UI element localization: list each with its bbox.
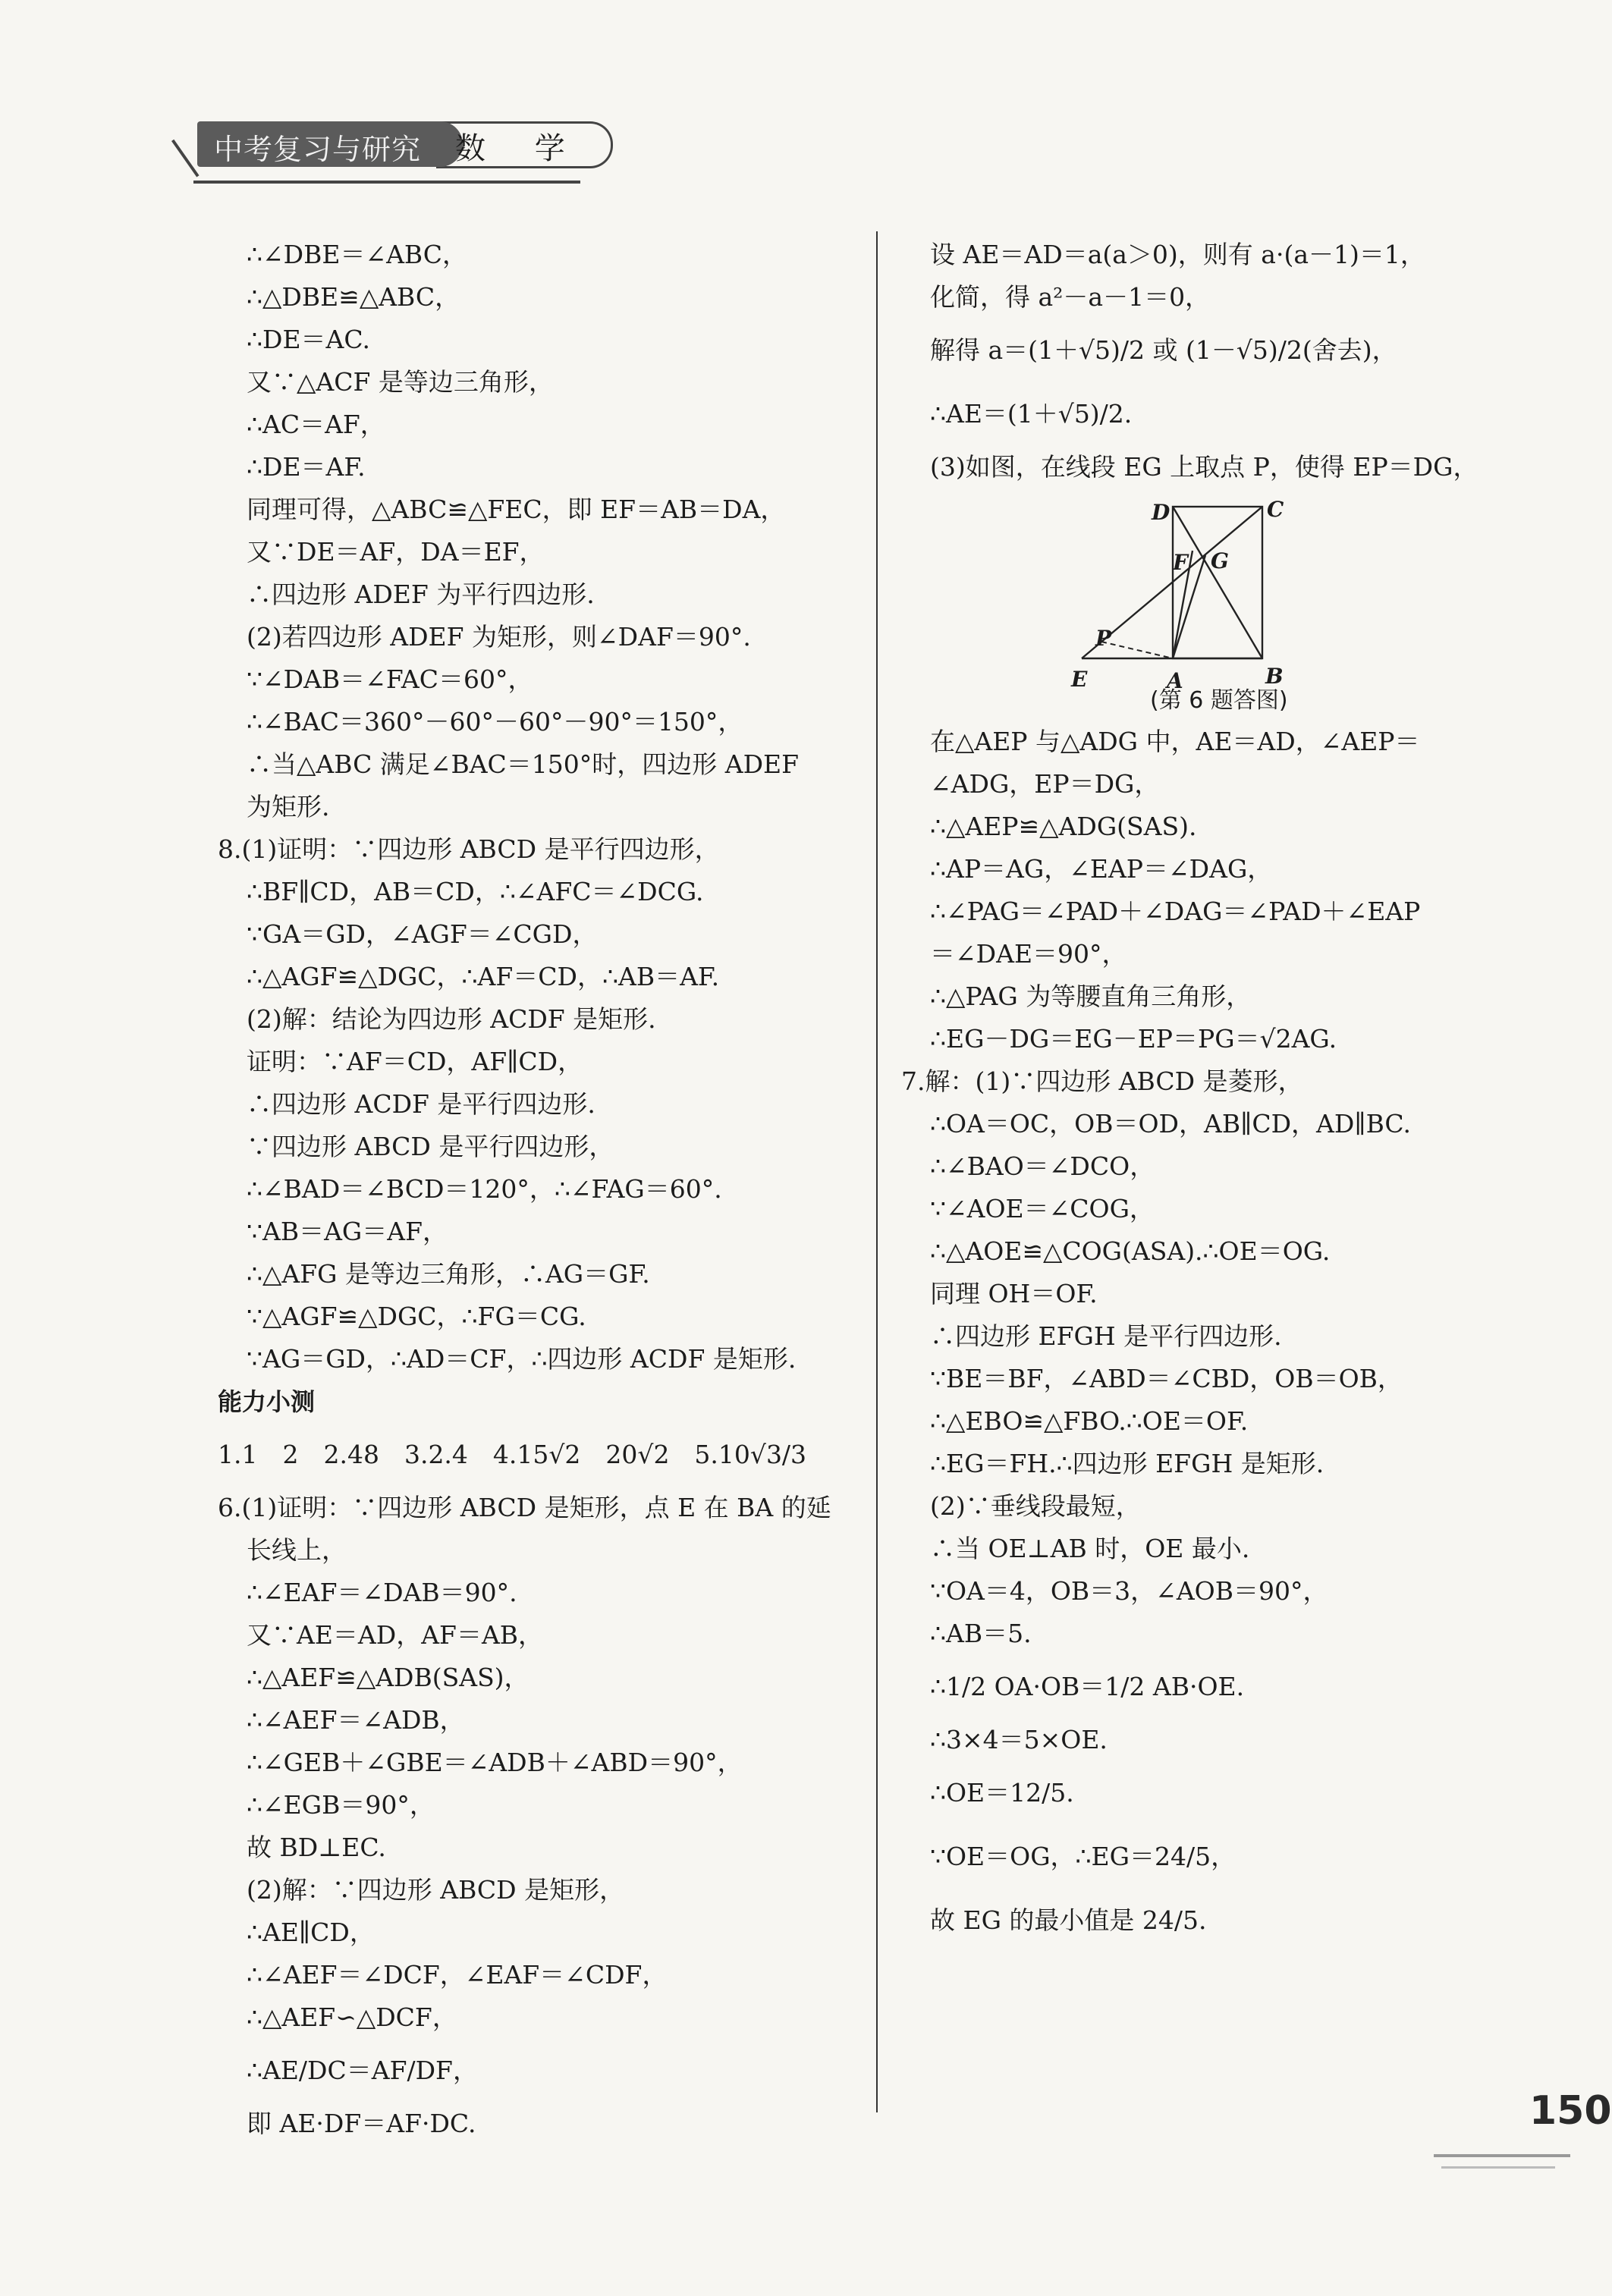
text-line: ∴四边形 ADEF 为平行四边形. (247, 579, 595, 609)
text-line: ∴OA＝OC，OB＝OD，AB∥CD，AD∥BC. (930, 1109, 1411, 1139)
text-line: ∴DE＝AC. (247, 325, 370, 354)
text-line: ∴OE＝12/5. (930, 1778, 1074, 1808)
text-line: ∵四边形 ABCD 是平行四边形， (247, 1132, 614, 1161)
text-line: 长线上， (247, 1535, 347, 1565)
text-line: ∴∠DBE＝∠ABC， (247, 240, 468, 269)
header-subject: 数 学 (455, 131, 585, 166)
text-line: ∴∠BAC＝360°－60°－60°－90°＝150°， (247, 707, 743, 737)
text-line: ∴四边形 ACDF 是平行四边形. (247, 1089, 595, 1119)
left-column (218, 234, 876, 2145)
text-line: (2)解：∵四边形 ABCD 是矩形， (247, 1875, 625, 1905)
text-line: ∴∠AEF＝∠DCF，∠EAF＝∠CDF， (247, 1960, 668, 1990)
text-line: (2)解：结论为四边形 ACDF 是矩形. (247, 1004, 656, 1034)
text-line: (2)∵垂线段最短， (930, 1491, 1141, 1521)
text-line: ∴四边形 EFGH 是平行四边形. (930, 1321, 1282, 1351)
text-line: ∴∠BAO＝∠DCO， (930, 1151, 1155, 1181)
text-line: 同理 OH＝OF. (930, 1279, 1098, 1308)
short-answers: 1.1 2 2.48 3.2.4 4.15√2 20√2 5.10√3/3 (218, 1440, 807, 1469)
text-line: 即 AE·DF＝AF·DC. (247, 2109, 476, 2138)
text-line: ∵∠AOE＝∠COG， (930, 1194, 1155, 1223)
text-line: 故 BD⊥EC. (247, 1833, 386, 1862)
page-footer-rule-2 (1441, 2166, 1555, 2169)
text-line: (3)如图，在线段 EG 上取点 P，使得 EP＝DG， (930, 452, 1478, 482)
text-line: ∵△AGF≌△DGC，∴FG＝CG. (247, 1302, 586, 1331)
text-line: ∴△DBE≌△ABC， (247, 282, 460, 312)
text-line: ∴∠AEF＝∠ADB， (247, 1705, 465, 1735)
text-line: ＝∠DAE＝90°， (930, 939, 1127, 969)
text-line: 故 EG 的最小值是 24/5. (930, 1905, 1207, 1935)
text-line: ∠ADG，EP＝DG， (930, 769, 1160, 799)
text-line: ∵AB＝AG＝AF， (247, 1217, 448, 1246)
question-6-start: 6.(1)证明：∵四边形 ABCD 是矩形，点 E 在 BA 的延 (218, 1493, 831, 1522)
text-line: ∴∠BAD＝∠BCD＝120°，∴∠FAG＝60°. (247, 1174, 722, 1204)
text-line: 证明：∵AF＝CD，AF∥CD， (247, 1047, 583, 1076)
text-line: ∴AE∥CD， (247, 1918, 375, 1947)
text-line: ∴AE/DC＝AF/DF， (247, 2056, 478, 2085)
text-line: ∴AC＝AF， (247, 410, 385, 439)
text-line: ∵BE＝BF，∠ABD＝∠CBD，OB＝OB， (930, 1364, 1403, 1393)
text-line: ∴△AEP≌△ADG(SAS). (930, 812, 1197, 841)
text-line: ∴∠PAG＝∠PAD＋∠DAG＝∠PAD＋∠EAP (930, 897, 1421, 926)
text-line: 设 AE＝AD＝a(a＞0)，则有 a·(a－1)＝1， (930, 240, 1425, 269)
label-A: A (1167, 668, 1183, 693)
text-line: ∴当△ABC 满足∠BAC＝150°时，四边形 ADEF (247, 749, 800, 779)
text-line: ∴△EBO≌△FBO.∴OE＝OF. (930, 1406, 1249, 1436)
text-line: ∴BF∥CD，AB＝CD，∴∠AFC＝∠DCG. (247, 877, 704, 906)
header-underline (193, 181, 580, 184)
text-line: (2)若四边形 ADEF 为矩形，则∠DAF＝90°. (247, 622, 751, 652)
question-7-start: 7.解：(1)∵四边形 ABCD 是菱形， (901, 1066, 1303, 1096)
text-line: ∵OE＝OG，∴EG＝24/5， (930, 1842, 1236, 1871)
text-line: ∴3×4＝5×OE. (930, 1725, 1108, 1754)
text-line: ∵∠DAB＝∠FAC＝60°， (247, 664, 533, 694)
label-P: P (1095, 626, 1112, 651)
text-line: 同理可得，△ABC≌△FEC，即 EF＝AB＝DA， (247, 495, 786, 524)
text-line: ∴∠GEB＋∠GBE＝∠ADB＋∠ABD＝90°， (247, 1748, 743, 1777)
text-line: ∴△PAG 为等腰直角三角形， (930, 982, 1252, 1011)
text-line: ∵AG＝GD，∴AD＝CF，∴四边形 ACDF 是矩形. (247, 1344, 797, 1374)
text-line: ∴∠EAF＝∠DAB＝90°. (247, 1578, 517, 1607)
header-series-title: 中考复习与研究 (214, 133, 422, 166)
text-line: 又∵AE＝AD，AF＝AB， (247, 1620, 544, 1650)
page-number: 150 (1529, 2088, 1612, 2134)
figure-caption: (第 6 题答图) (1150, 687, 1288, 714)
text-line: 在△AEP 与△ADG 中，AE＝AD，∠AEP＝ (930, 727, 1420, 756)
text-line: ∴DE＝AF. (247, 452, 366, 482)
text-line: ∵GA＝GD，∠AGF＝∠CGD， (247, 919, 598, 949)
header-series-tab (197, 121, 463, 167)
label-E: E (1071, 667, 1088, 692)
text-line: ∴AE＝(1＋√5)/2. (930, 399, 1133, 429)
text-line: ∴△AOE≌△COG(ASA).∴OE＝OG. (930, 1236, 1331, 1266)
segment-PA-dashed (1101, 642, 1173, 658)
text-line: ∴EG＝FH.∴四边形 EFGH 是矩形. (930, 1449, 1324, 1478)
column-divider (876, 231, 878, 2112)
text-line: 又∵DE＝AF，DA＝EF， (247, 537, 545, 567)
section-heading: 能力小测 (218, 1387, 316, 1416)
question-8-start: 8.(1)证明：∵四边形 ABCD 是平行四边形， (218, 834, 720, 864)
text-line: ∴△AFG 是等边三角形，∴AG＝GF. (247, 1259, 650, 1289)
text-line: ∴AP＝AG，∠EAP＝∠DAG， (930, 854, 1273, 884)
page-footer-rule (1434, 2154, 1570, 2157)
text-line: ∴∠EGB＝90°， (247, 1790, 435, 1820)
text-line: 解得 a＝(1＋√5)/2 或 (1－√5)/2(舍去)， (930, 335, 1397, 365)
text-line: ∴EG－DG＝EG－EP＝PG＝√2AG. (930, 1024, 1337, 1054)
right-column (901, 234, 1537, 1952)
label-B: B (1265, 664, 1284, 689)
label-F: F (1173, 550, 1188, 575)
label-C: C (1267, 497, 1284, 522)
text-line: ∴当 OE⊥AB 时，OE 最小. (930, 1534, 1250, 1563)
text-line: ∴△AEF∽△DCF， (247, 2002, 457, 2032)
label-G: G (1211, 548, 1229, 573)
text-line: 为矩形. (247, 792, 330, 821)
text-line: 又∵△ACF 是等边三角形， (247, 367, 554, 397)
text-line: ∵OA＝4，OB＝3，∠AOB＝90°， (930, 1576, 1328, 1606)
text-line: ∴△AGF≌△DGC，∴AF＝CD，∴AB＝AF. (247, 962, 720, 991)
text-line: ∴△AEF≌△ADB(SAS)， (247, 1663, 529, 1692)
header-banner (174, 121, 614, 167)
text-line: ∴1/2 OA·OB＝1/2 AB·OE. (930, 1672, 1245, 1701)
text-line: ∴AB＝5. (930, 1619, 1032, 1648)
label-D: D (1152, 500, 1171, 525)
geometry-figure (1067, 492, 1340, 693)
text-line: 化简，得 a²－a－1＝0， (930, 282, 1211, 312)
